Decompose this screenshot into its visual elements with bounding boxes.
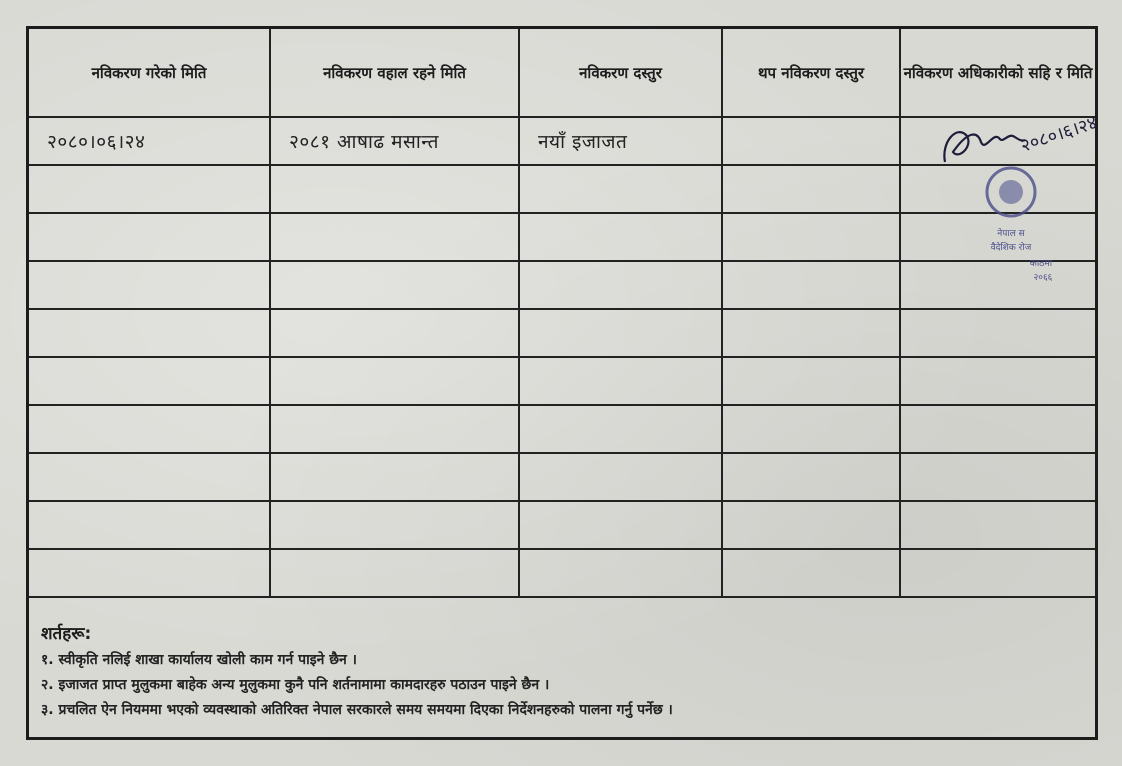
signature-date: २०८०।६।२४ [1018, 112, 1100, 157]
official-seal-icon [971, 152, 1091, 302]
renewal-record-frame [26, 26, 1098, 740]
seal-line-1: नेपाल स [997, 229, 1025, 239]
conditions-title: शर्तहरू: [41, 624, 92, 644]
handwritten-valid-until: २०८१ आषाढ मसान्त [289, 131, 439, 153]
table-row [29, 117, 1095, 165]
table-row [29, 309, 1095, 357]
header-officer-signature: नविकरण अधिकारीको सहि र मिति [900, 29, 1095, 117]
cell-additional-fee [722, 117, 900, 165]
cell-renewal-date [29, 117, 270, 165]
table-row [29, 453, 1095, 501]
table-row [29, 549, 1095, 597]
table-row [29, 165, 1095, 213]
condition-item-1: १. स्वीकृति नलिई शाखा कार्यालय खोली काम गर्न पाइने छैन । [41, 652, 357, 668]
cell-fee [519, 117, 722, 165]
table-row [29, 405, 1095, 453]
header-renewal-fee: नविकरण दस्तुर [519, 29, 722, 117]
handwritten-renewal-date: २०८०।०६।२४ [47, 131, 146, 153]
cell-officer-signature [900, 112, 1100, 283]
header-additional-fee: थप नविकरण दस्तुर [722, 29, 900, 117]
renewal-table [29, 29, 1100, 598]
table-header-row [29, 29, 1095, 117]
table-row [29, 501, 1095, 549]
table-row [29, 357, 1095, 405]
seal-line-3: काठमा [1029, 259, 1053, 269]
seal-line-2: वैदेशिक रोज [990, 243, 1032, 253]
condition-item-3: ३. प्रचलित ऐन नियममा भएको व्यवस्थाको अतिरिक्त नेपाल सरकारले समय समयमा दिएका निर्देशनहरुको पालना गर्नु पर्नेछ । [41, 702, 673, 718]
header-valid-until: नविकरण वहाल रहने मिति [270, 29, 519, 117]
conditions-section [41, 621, 1081, 725]
header-renewal-date: नविकरण गरेको मिति [29, 29, 270, 117]
handwritten-fee: नयाँ इजाजत [538, 131, 628, 153]
seal-line-4: २०६६ [1033, 273, 1053, 283]
cell-valid-until [270, 117, 519, 165]
condition-item-2: २. इजाजत प्राप्त मुलुकमा बाहेक अन्य मुलुकमा कुनै पनि शर्तनामामा कामदारहरु पठाउन पाइने छैन । [41, 677, 550, 693]
table-row [29, 261, 1095, 309]
table-row [29, 213, 1095, 261]
